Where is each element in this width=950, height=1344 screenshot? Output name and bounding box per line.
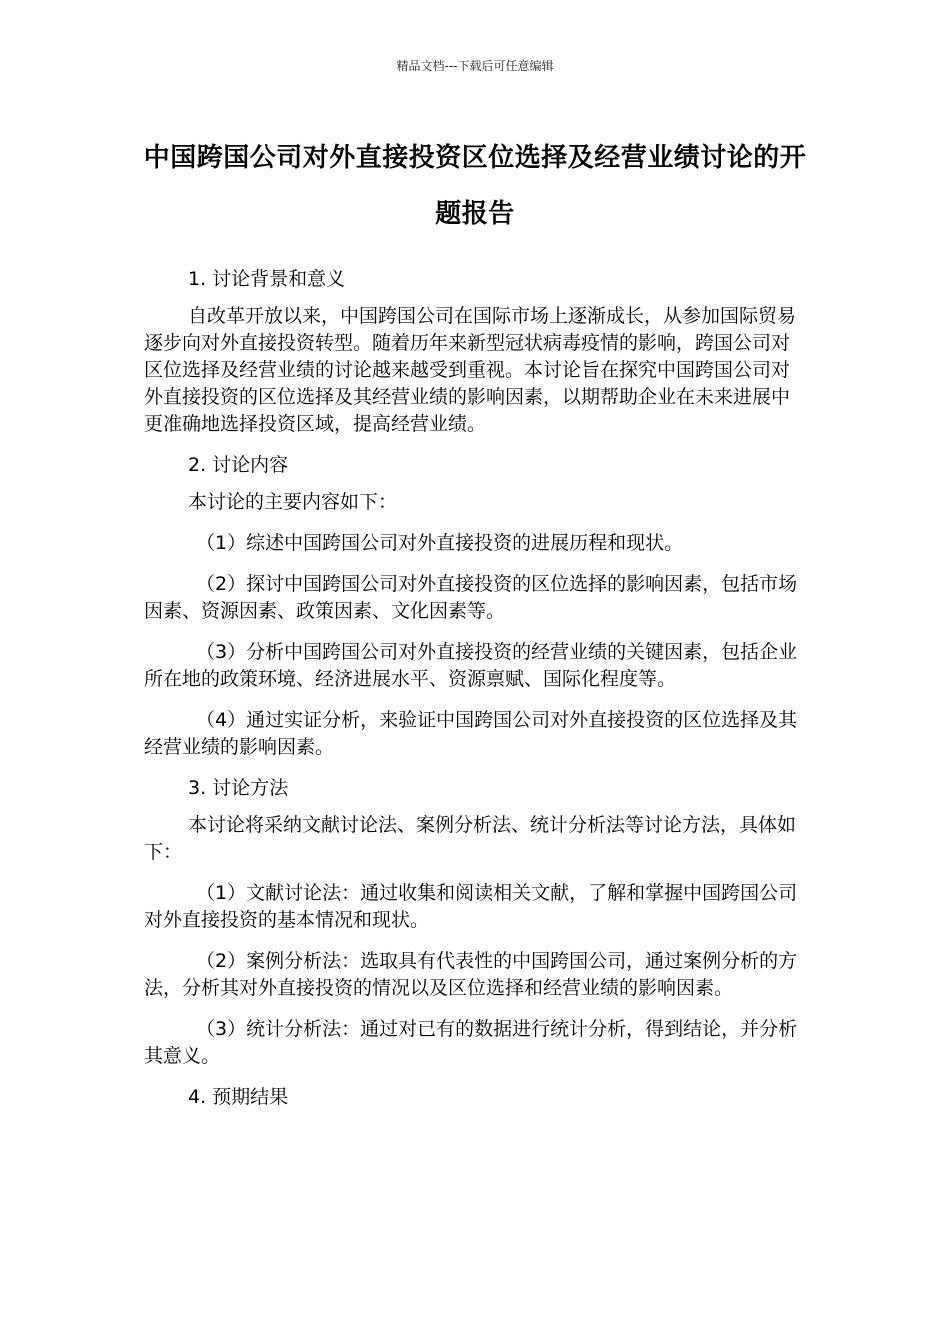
methods-intro: 本讨论将采纳文献讨论法、案例分析法、统计分析法等讨论方法，具体如下： <box>144 814 797 863</box>
content-item-1: （1）综述中国跨国公司对外直接投资的进展历程和现状。 <box>196 532 684 554</box>
methods-item-3: （3）统计分析法：通过对已有的数据进行统计分析，得到结论，并分析其意义。 <box>144 1018 798 1067</box>
content-intro: 本讨论的主要内容如下： <box>188 491 398 513</box>
methods-item-1: （1）文献讨论法：通过收集和阅读相关文献，了解和掌握中国跨国公司对外直接投资的基本情况和现状。 <box>144 882 798 931</box>
background-paragraph: 自改革开放以来，中国跨国公司在国际市场上逐渐成长，从参加国际贸易逐步向对外直接投资转型。随着历年来新型冠状病毒疫情的影响，跨国公司对区位选择及经营业绩的讨论越来越受到重视。本讨论旨在探究中国跨国公司对外直接投资的区位选择及其经营业绩的影响因素，以期帮助企业在未来进展中更准确地选择投资区域，提高经营业绩。 <box>144 305 797 435</box>
content-item-2: （2）探讨中国跨国公司对外直接投资的区位选择的影响因素，包括市场因素、资源因素、政策因素、文化因素等。 <box>144 573 798 622</box>
methods-item-2: （2）案例分析法：选取具有代表性的中国跨国公司，通过案例分析的方法，分析其对外直接投资的情况以及区位选择和经营业绩的影响因素。 <box>144 950 798 999</box>
section-heading-background: 1. 讨论背景和意义 <box>188 268 346 290</box>
section-heading-expected-results: 4. 预期结果 <box>188 1086 289 1108</box>
content-item-3: （3）分析中国跨国公司对外直接投资的经营业绩的关键因素，包括企业所在地的政策环境、经济进展水平、资源禀赋、国际化程度等。 <box>144 641 798 690</box>
document-title: 中国跨国公司对外直接投资区位选择及经营业绩讨论的开题报告 <box>143 143 807 229</box>
section-heading-methods: 3. 讨论方法 <box>188 777 289 799</box>
document-body <box>144 266 808 1121</box>
content-item-4: （4）通过实证分析，来验证中国跨国公司对外直接投资的区位选择及其经营业绩的影响因素。 <box>144 709 798 758</box>
section-heading-content: 2. 讨论内容 <box>188 454 289 476</box>
header-note: 精品文档---下载后可任意编辑 <box>396 59 554 73</box>
